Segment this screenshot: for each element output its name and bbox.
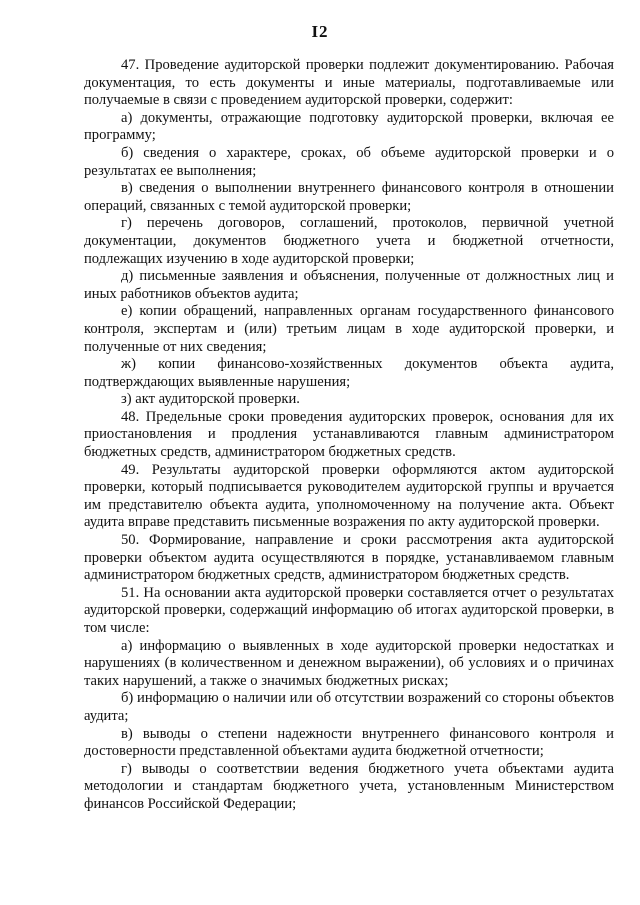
list-item-zh: ж) копии финансово-хозяйственных документов объекта аудита, подтверждающих выявленные нарушения;	[84, 356, 614, 390]
list-item-g: г) перечень договоров, соглашений, протоколов, первичной учетной документации, документов бюджетного учета и бюджетной отчетности, подлежащих изучению в ходе аудиторской проверки;	[84, 215, 614, 267]
paragraph-48: 48. Предельные сроки проведения аудиторских проверок, основания для их приостановления и продления устанавливаются главным администратором бюджетных средств, администратором бюджетных средств.	[84, 408, 614, 461]
list-item-z: з) акт аудиторской проверки.	[121, 391, 300, 408]
paragraph-47: 47. Проведение аудиторской проверки подлежит документированию. Рабочая документация, то есть документы и иные материалы, подготавливаемые или получаемые в связи с проведением аудиторской проверки, содержит:	[84, 57, 614, 109]
list-item-e: е) копии обращений, направленных органам государственного финансового контроля, экспертам и (или) третьим лицам в ходе аудиторской проверки, и полученные от них сведения;	[84, 303, 614, 355]
document-body	[84, 57, 614, 814]
list-item-d: д) письменные заявления и объяснения, полученные от должностных лиц и иных работников объектов аудита;	[84, 268, 614, 302]
list-item-51-a: а) информацию о выявленных в ходе аудиторской проверки недостатках и нарушениях (в количественном и денежном выражении), об условиях и о причинах таких нарушений, а также о значимых бюджетных рисках;	[84, 637, 614, 689]
paragraph-51: 51. На основании акта аудиторской проверки составляется отчет о результатах аудиторской проверки, содержащий информацию об итогах аудиторской проверки, в том числе:	[84, 584, 614, 636]
paragraph-50: 50. Формирование, направление и сроки рассмотрения акта аудиторской проверки объектом аудита осуществляются в порядке, устанавливаемом главным администратором бюджетных средств, администратором бюджетных средств.	[84, 532, 614, 584]
paragraph-49: 49. Результаты аудиторской проверки оформляются актом аудиторской проверки, который подписывается руководителем аудиторской группы и вручается им представителю объекта аудита, уполномоченному на получение акта. Объект аудита вправе представить письменные возражения по акту аудиторской проверки.	[84, 461, 614, 531]
list-item-51-b: б) информацию о наличии или об отсутствии возражений со стороны объектов аудита;	[84, 690, 614, 724]
list-item-51-v: в) выводы о степени надежности внутреннего финансового контроля и достоверности представленной объектами аудита бюджетной отчетности;	[84, 725, 614, 760]
list-item-b: б) сведения о характере, сроках, об объеме аудиторской проверки и о результатах ее выполнения;	[84, 144, 614, 179]
list-item-51-g: г) выводы о соответствии ведения бюджетного учета объектами аудита методологии и стандартам бюджетного учета, установленным Министерством финансов Российской Федерации;	[84, 760, 614, 812]
list-item-a: а) документы, отражающие подготовку аудиторской проверки, включая ее программу;	[84, 109, 614, 144]
page-number: I2	[311, 22, 329, 41]
list-item-v: в) сведения о выполнении внутреннего финансового контроля в отношении операций, связанных с темой аудиторской проверки;	[84, 180, 614, 214]
